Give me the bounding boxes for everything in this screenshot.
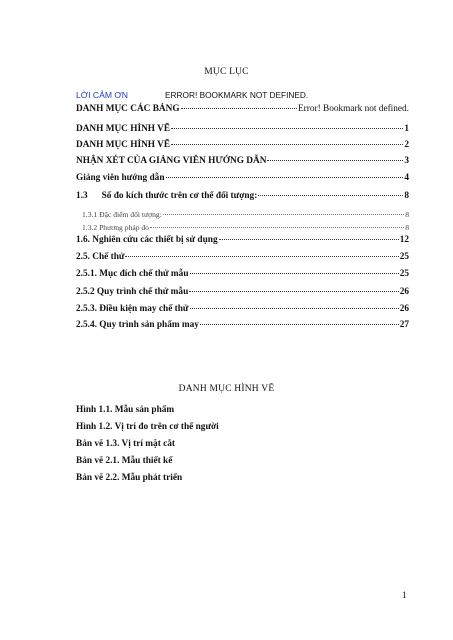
dot-leader — [190, 273, 399, 274]
figure-list-item: Bản vẽ 2.2. Mẫu phát triển — [76, 473, 183, 483]
toc-entry-supervisor-comments[interactable] — [76, 156, 409, 166]
toc-entry-section-2-5-4[interactable] — [76, 320, 409, 330]
toc-entry-section-1-3-1[interactable] — [82, 210, 409, 219]
dot-leader — [163, 214, 404, 215]
toc-entry-text: 1.3.1 Đặc điểm đối tượng: — [82, 210, 162, 219]
dot-leader — [171, 144, 403, 145]
toc-entry-page: 8 — [405, 210, 409, 219]
toc-entry-section-1-6[interactable] — [76, 235, 409, 245]
toc-entry-page: 25 — [399, 252, 409, 262]
dot-leader — [258, 195, 403, 196]
toc-entry-supervisor[interactable] — [76, 173, 409, 183]
dot-leader — [181, 108, 297, 109]
toc-entry-text: 2.5. Chế thử — [76, 252, 125, 262]
toc-entry-text: NHẬN XÉT CỦA GIẢNG VIÊN HƯỚNG DẪN — [76, 156, 267, 166]
toc-entry-page: 27 — [399, 320, 409, 330]
toc-entry-section-1-3-2[interactable] — [82, 223, 409, 232]
figure-list-item: Bản vẽ 2.1. Mẫu thiết kế — [76, 456, 173, 466]
dot-leader — [189, 291, 398, 292]
toc-heading: MỤC LỤC — [204, 67, 249, 77]
toc-entry-text: DANH MỤC CÁC BẢNG — [76, 104, 180, 114]
toc-entry-list-of-figures-2[interactable] — [76, 140, 409, 150]
toc-entry-page: 25 — [399, 269, 409, 279]
dot-leader — [190, 308, 399, 309]
toc-entry-section-2-5[interactable] — [76, 252, 409, 262]
toc-entry-section-2-5-2[interactable] — [76, 287, 409, 297]
dot-leader — [125, 256, 398, 257]
toc-entry-text: 2.5.1. Mục đích chế thử mẫu — [76, 269, 189, 279]
toc-entry-section-2-5-3[interactable] — [76, 304, 409, 314]
toc-entry-text: 2.5.3. Điều kiện may chế thử — [76, 304, 189, 314]
figures-heading: DANH MỤC HÌNH VẼ — [178, 384, 275, 394]
toc-entry-acknowledgement-error: ERROR! BOOKMARK NOT DEFINED. — [165, 90, 309, 100]
toc-entry-text: 2.5.2 Quy trình chế thử mẫu — [76, 287, 189, 297]
dot-leader — [171, 128, 403, 129]
dot-leader — [150, 227, 404, 228]
toc-entry-acknowledgement-label[interactable]: LỜI CẢM ƠN — [76, 90, 128, 100]
toc-entry-text: 1.3 Số đo kích thước trên cơ thể đối tượng: — [76, 191, 258, 201]
toc-entry-page: 2 — [404, 140, 409, 150]
figure-list-item: Bản vẽ 1.3. Vị trí mặt cắt — [76, 439, 175, 449]
figure-list-item: Hình 1.1. Mẫu sản phẩm — [76, 405, 175, 415]
toc-entry-text: DANH MỤC HÌNH VẼ — [76, 124, 171, 134]
figure-list-item: Hình 1.2. Vị trí đo trên cơ thể người — [76, 422, 219, 432]
toc-entry-text: 1.3.2 Phương pháp đo — [82, 223, 149, 232]
toc-entry-page: 8 — [404, 191, 409, 201]
toc-entry-page: 3 — [404, 156, 409, 166]
toc-entry-page: 1 — [404, 124, 409, 134]
dot-leader — [267, 160, 403, 161]
toc-entry-page: 12 — [399, 235, 409, 245]
toc-entry-text: 1.6. Nghiên cứu các thiết bị sử dụng — [76, 235, 218, 245]
toc-entry-page: Error! Bookmark not defined. — [297, 104, 409, 114]
toc-entry-page: 8 — [405, 223, 409, 232]
toc-entry-list-of-figures-1[interactable] — [76, 124, 409, 134]
dot-leader — [166, 177, 404, 178]
page-number: 1 — [402, 591, 407, 601]
toc-entry-text: Giảng viên hướng dẫn — [76, 173, 165, 183]
toc-entry-page: 26 — [399, 287, 409, 297]
dot-leader — [219, 239, 399, 240]
toc-entry-text: DANH MỤC HÌNH VẼ — [76, 140, 171, 150]
toc-entry-acknowledgement[interactable] — [76, 90, 409, 101]
toc-entry-page: 26 — [399, 304, 409, 314]
toc-entry-list-of-tables[interactable] — [76, 104, 409, 114]
toc-entry-section-2-5-1[interactable] — [76, 269, 409, 279]
dot-leader — [200, 324, 399, 325]
toc-entry-page: 4 — [404, 173, 409, 183]
toc-entry-section-1-3[interactable] — [76, 191, 409, 201]
toc-entry-text: 2.5.4. Quy trình sản phẩm may — [76, 320, 199, 330]
